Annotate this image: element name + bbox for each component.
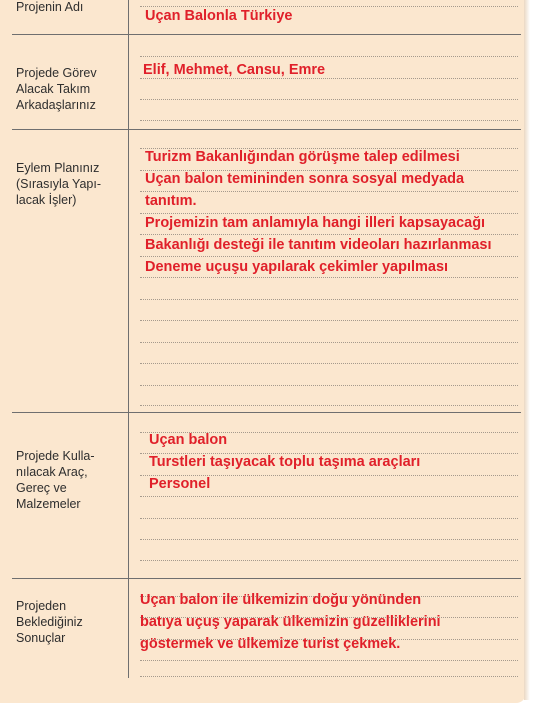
answer-tool-item: Turstleri taşıyacak toplu taşıma araçları: [149, 454, 421, 470]
dotted-line: [140, 299, 518, 300]
dotted-line: [140, 676, 518, 677]
answer-action-line: Turizm Bakanlığından görüşme talep edilmesi: [145, 149, 460, 165]
dotted-line: [140, 191, 518, 192]
label-action-plan: Eylem Planınız (Sırasıyla Yapı- lacak İşler): [16, 161, 101, 207]
label-project-name: Projenin Adı: [16, 0, 84, 14]
dotted-line: [140, 320, 518, 321]
answer-project-name: Uçan Balonla Türkiye: [145, 8, 293, 24]
answer-action-line: Bakanlığı desteği ile tanıtım videoları hazırlanması: [145, 237, 492, 253]
column-divider: [128, 0, 129, 678]
dotted-line: [140, 405, 518, 406]
answer-action-line: Deneme uçuşu yapılarak çekimler yapılması: [145, 259, 449, 275]
label-tools-materials: Projede Kulla- nılacak Araç, Gereç ve Malzemeler: [16, 449, 95, 511]
dotted-line: [140, 6, 518, 7]
row-divider: [12, 129, 521, 130]
dotted-line: [140, 660, 518, 661]
dotted-line: [140, 120, 518, 121]
answer-tool-item: Personel: [149, 476, 211, 492]
row-divider: [12, 412, 521, 413]
row-divider: [12, 578, 521, 579]
row-divider: [12, 34, 521, 35]
label-expected-results: Projeden Beklediğiniz Sonuçlar: [16, 599, 83, 645]
dotted-line: [140, 518, 518, 519]
dotted-line: [140, 56, 518, 57]
answer-action-line: Projemizin tam anlamıyla hangi illeri kapsayacağı: [145, 215, 486, 231]
answer-result-line: Uçan balon ile ülkemizin doğu yönünden: [140, 592, 422, 608]
answer-action-line: Uçan balon temininden sonra sosyal medyada: [145, 171, 465, 187]
dotted-line: [140, 539, 518, 540]
answer-tool-item: Uçan balon: [149, 432, 228, 448]
dotted-line: [140, 342, 518, 343]
dotted-line: [140, 234, 518, 235]
answer-team-members: Elif, Mehmet, Cansu, Emre: [143, 62, 326, 78]
dotted-line: [140, 560, 518, 561]
dotted-line: [140, 99, 518, 100]
dotted-line: [140, 496, 518, 497]
dotted-line: [140, 256, 518, 257]
answer-result-line: batıya uçuş yaparak ülkemizin güzelliklerini: [140, 614, 441, 630]
dotted-line: [140, 277, 518, 278]
page-shadow: [524, 0, 530, 700]
answer-action-line: tanıtım.: [145, 193, 197, 209]
dotted-line: [140, 213, 518, 214]
dotted-line: [140, 385, 518, 386]
dotted-line: [140, 363, 518, 364]
answer-result-line: göstermek ve ülkemize turist çekmek.: [140, 636, 401, 652]
label-team-members: Projede Görev Alacak Takım Arkadaşlarınız: [16, 66, 97, 112]
